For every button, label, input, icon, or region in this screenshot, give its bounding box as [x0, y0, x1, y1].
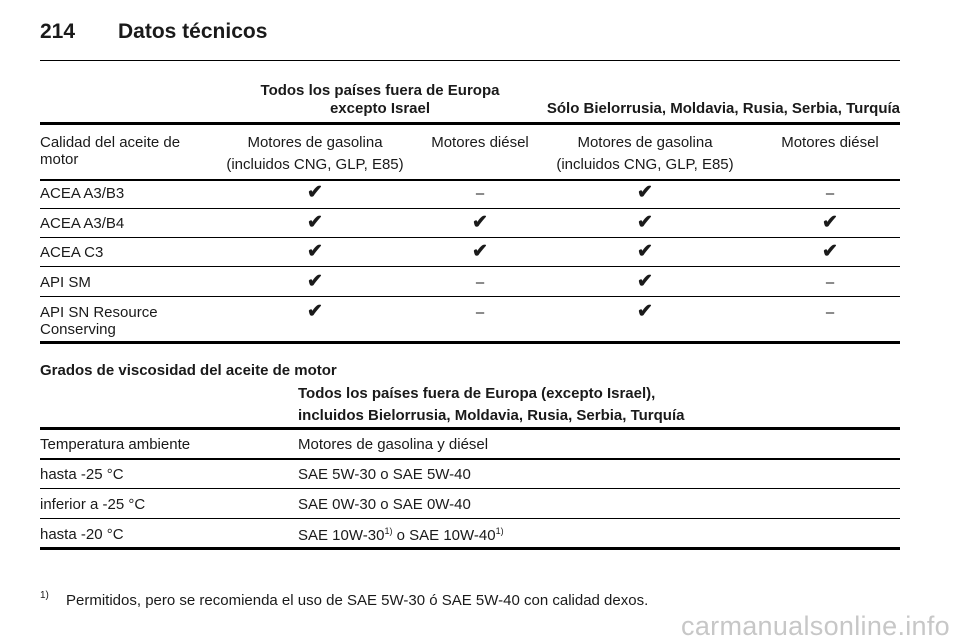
check-mark: ✔ [637, 241, 653, 262]
footnote-text: Permitidos, pero se recomienda el uso de SAE 5W-30 ó SAE 5W-40 con calidad dexos. [66, 592, 649, 609]
footnote-ref: 1) [495, 526, 504, 536]
oil-quality-label [40, 304, 158, 338]
check-mark: ✔ [307, 301, 323, 322]
dash-mark: – [825, 274, 835, 291]
viscosity-section-title: Grados de viscosidad del aceite de motor [40, 362, 337, 379]
check-mark: ✔ [637, 182, 653, 203]
row-rule [40, 296, 900, 297]
viscosity-grade-cell: SAE 5W-30 o SAE 5W-40 [298, 466, 471, 483]
col-header-oil-quality-line2: motor [40, 151, 79, 168]
dash-mark: – [475, 274, 485, 291]
viscosity-group-header-line2: incluidos Bielorrusia, Moldavia, Rusia, Serbia, Turquía [298, 407, 685, 424]
page-number: 214 [40, 20, 76, 43]
col-header-temperature: Temperatura ambiente [40, 436, 191, 453]
group-header-restricted: Sólo Bielorrusia, Moldavia, Rusia, Serbia, Turquía [546, 100, 900, 117]
row-rule [40, 208, 900, 209]
header-rule [40, 60, 900, 61]
group-header-europe-line2: excepto Israel [329, 100, 431, 117]
col-header-gasoline-2-sub: (incluidos CNG, GLP, E85) [556, 156, 734, 173]
temperature-cell: inferior a -25 °C [40, 496, 146, 513]
temperature-cell: hasta -20 °C [40, 526, 124, 543]
row-rule [40, 518, 900, 519]
grade-a: SAE 10W-30 [298, 527, 385, 544]
viscosity-grade-cell [298, 526, 504, 544]
check-mark: ✔ [307, 271, 323, 292]
table2-header-rule [40, 458, 900, 460]
page-title: Datos técnicos [118, 20, 268, 43]
oil-quality-label-line2: Conserving [40, 321, 116, 338]
table2-bottom-rule [40, 547, 900, 550]
viscosity-grade-cell: SAE 0W-30 o SAE 0W-40 [298, 496, 471, 513]
col-header-oil-quality-line1: Calidad del aceite de [40, 134, 181, 151]
footnote-ref: 1) [384, 526, 393, 536]
check-mark: ✔ [637, 301, 653, 322]
oil-quality-label: API SM [40, 274, 91, 291]
check-mark: ✔ [472, 241, 488, 262]
dash-mark: – [475, 304, 485, 321]
check-mark: ✔ [307, 241, 323, 262]
col-header-diesel-1: Motores diésel [431, 134, 529, 151]
col-header-gasoline-2: Motores de gasolina [577, 134, 713, 151]
oil-quality-label-line1: API SN Resource [40, 304, 158, 321]
row-rule [40, 266, 900, 267]
oil-quality-label: ACEA A3/B4 [40, 215, 125, 232]
col-header-oil-quality [40, 134, 210, 168]
check-mark: ✔ [307, 212, 323, 233]
grade-b: o SAE 10W-40 [392, 527, 496, 544]
table1-top-rule [40, 122, 900, 125]
check-mark: ✔ [637, 212, 653, 233]
watermark: carmanualsonline.info [681, 611, 950, 641]
dash-mark: – [825, 185, 835, 202]
dash-mark: – [825, 304, 835, 321]
check-mark: ✔ [822, 212, 838, 233]
temperature-cell: hasta -25 °C [40, 466, 124, 483]
table1-bottom-rule [40, 341, 900, 344]
check-mark: ✔ [472, 212, 488, 233]
footnote-mark: 1) [40, 590, 49, 601]
col-header-engines: Motores de gasolina y diésel [298, 436, 489, 453]
viscosity-group-header-line1: Todos los países fuera de Europa (excepto Israel), [298, 385, 656, 402]
check-mark: ✔ [307, 182, 323, 203]
group-header-europe-line1: Todos los países fuera de Europa [260, 82, 500, 99]
row-rule [40, 488, 900, 489]
oil-quality-label: ACEA A3/B3 [40, 185, 125, 202]
check-mark: ✔ [637, 271, 653, 292]
table2-top-rule [40, 427, 900, 430]
col-header-gasoline-1-sub: (incluidos CNG, GLP, E85) [226, 156, 404, 173]
oil-quality-label: ACEA C3 [40, 244, 104, 261]
col-header-diesel-2: Motores diésel [781, 134, 879, 151]
col-header-gasoline-1: Motores de gasolina [247, 134, 383, 151]
dash-mark: – [475, 185, 485, 202]
row-rule [40, 237, 900, 238]
check-mark: ✔ [822, 241, 838, 262]
table1-header-rule [40, 179, 900, 181]
